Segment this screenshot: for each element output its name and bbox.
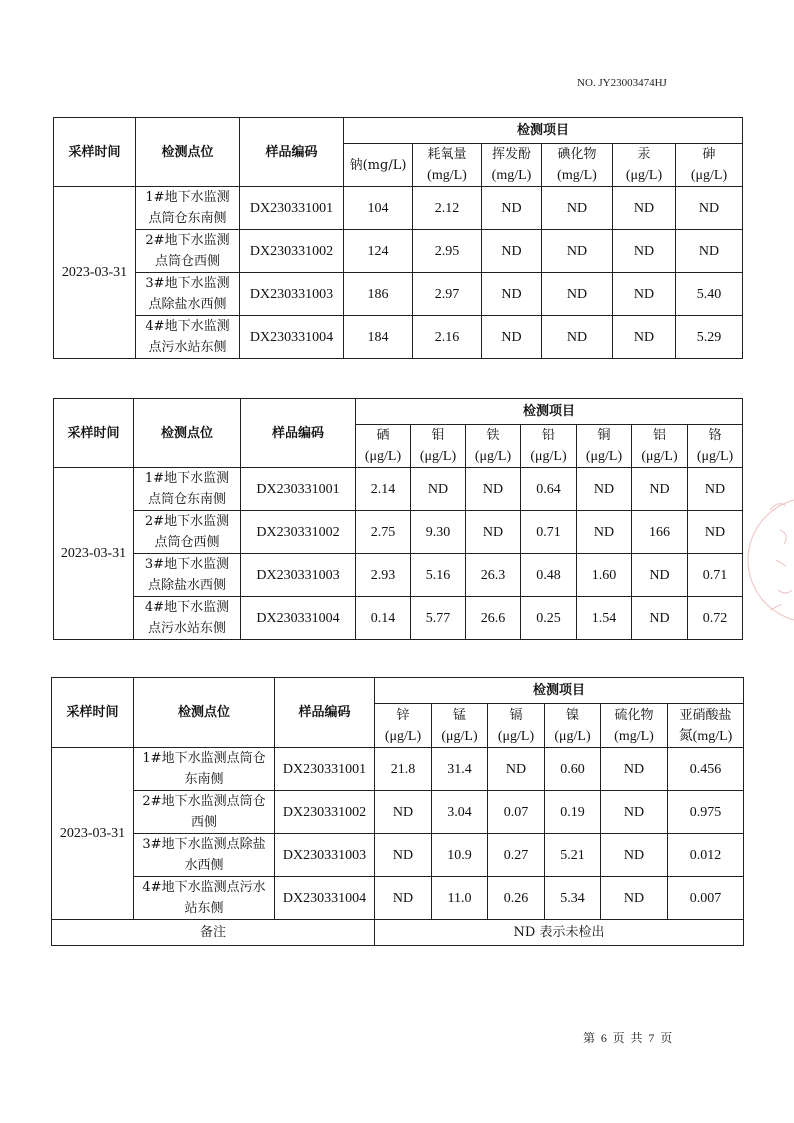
value-cell: 0.71: [688, 554, 743, 597]
param-unit: (μg/L): [384, 728, 422, 744]
param-header: [676, 144, 743, 187]
value-cell: 9.30: [411, 511, 466, 554]
value-cell: ND: [482, 273, 542, 316]
value-cell: ND: [482, 316, 542, 359]
value-cell: 0.25: [521, 597, 577, 640]
value-cell: ND: [601, 834, 668, 877]
param-name: 砷: [702, 147, 716, 162]
page-word-di: 第: [583, 1031, 597, 1045]
remark-row: [52, 920, 744, 946]
value-cell: ND: [542, 273, 613, 316]
param-name: 挥发酚: [491, 147, 531, 162]
point-text: 东南侧: [184, 772, 224, 787]
param-name: 锰: [452, 707, 466, 723]
param-name: 镉: [509, 707, 523, 723]
param-header: [432, 704, 488, 748]
param-unit: (μg/L): [419, 449, 457, 464]
header-sampling-time: 采样时间: [52, 678, 134, 748]
value-cell: 0.64: [521, 468, 577, 511]
sample-code: DX230331003: [275, 834, 375, 877]
monitoring-point: [134, 877, 275, 920]
value-cell: 0.27: [488, 834, 545, 877]
param-unit: 氮(mg/L): [678, 728, 733, 744]
monitoring-point: [134, 511, 241, 554]
param-unit: (μg/L): [530, 449, 567, 464]
table-row: [54, 597, 743, 640]
param-header: [375, 704, 432, 748]
value-cell: ND: [375, 834, 432, 877]
param-unit: (μg/L): [641, 449, 678, 464]
param-header: [466, 425, 521, 468]
value-cell: 0.72: [688, 597, 743, 640]
value-cell: ND: [613, 230, 676, 273]
results-table-1: [53, 117, 743, 359]
value-cell: ND: [632, 597, 688, 640]
param-unit: (mg/L): [557, 168, 597, 183]
remark-label: 备注: [52, 920, 375, 946]
param-unit: (μg/L): [690, 168, 728, 183]
value-cell: 124: [344, 230, 413, 273]
value-cell: 0.26: [488, 877, 545, 920]
param-name: 硒: [376, 428, 390, 443]
sample-code: DX230331004: [240, 316, 344, 359]
param-name: 铁: [486, 428, 500, 443]
value-cell: ND: [577, 468, 632, 511]
value-cell: ND: [688, 468, 743, 511]
sample-code: DX230331001: [241, 468, 356, 511]
value-cell: 0.007: [668, 877, 744, 920]
param-name: 铅: [541, 428, 555, 443]
param-unit: (μg/L): [585, 449, 623, 464]
value-cell: 2.12: [413, 187, 482, 230]
param-name: 铝: [652, 428, 666, 443]
param-name: 碘化物: [557, 147, 597, 162]
value-cell: 0.19: [545, 791, 601, 834]
value-cell: 2.16: [413, 316, 482, 359]
value-cell: ND: [542, 187, 613, 230]
header-monitoring-point: 检测点位: [136, 118, 240, 187]
page-total: 7: [648, 1031, 656, 1045]
monitoring-point: [134, 597, 241, 640]
value-cell: ND: [577, 511, 632, 554]
header-sampling-time: 采样时间: [54, 399, 134, 468]
monitoring-point: [136, 230, 240, 273]
value-cell: ND: [613, 316, 676, 359]
table-row: [54, 554, 743, 597]
param-unit: (μg/L): [441, 728, 478, 744]
value-cell: 0.14: [356, 597, 411, 640]
point-text: 3#地下水监测点除盐: [142, 837, 266, 852]
value-cell: ND: [601, 748, 668, 791]
value-cell: 31.4: [432, 748, 488, 791]
value-cell: ND: [542, 316, 613, 359]
param-name: 汞: [637, 147, 651, 162]
point-text: 点污水站东侧: [147, 621, 226, 636]
param-header: [688, 425, 743, 468]
param-name: 镍: [565, 707, 579, 723]
page-word-ye-2: 页: [660, 1031, 674, 1045]
monitoring-point: [136, 273, 240, 316]
value-cell: ND: [632, 554, 688, 597]
header-test-items: 检测项目: [375, 678, 744, 704]
sample-code: DX230331002: [240, 230, 344, 273]
param-name: 耗氧量: [427, 147, 467, 162]
header-monitoring-point: 检测点位: [134, 399, 241, 468]
point-text: 3#地下水监测: [145, 276, 230, 291]
value-cell: 1.60: [577, 554, 632, 597]
value-cell: 0.012: [668, 834, 744, 877]
param-header: [577, 425, 632, 468]
param-unit: (mg/L): [427, 168, 467, 183]
param-unit: (μg/L): [696, 449, 734, 464]
point-text: 点筒仓东南侧: [148, 211, 227, 226]
value-cell: 2.14: [356, 468, 411, 511]
sample-code: DX230331004: [241, 597, 356, 640]
header-monitoring-point: 检测点位: [134, 678, 275, 748]
param-name: 铜: [597, 428, 611, 443]
param-unit: (mg/L): [491, 168, 532, 183]
value-cell: 184: [344, 316, 413, 359]
sampling-date: 2023-03-31: [54, 187, 136, 359]
value-cell: ND: [482, 187, 542, 230]
param-name: 硫化物: [614, 707, 654, 723]
header-sample-code: 样品编码: [240, 118, 344, 187]
value-cell: ND: [466, 511, 521, 554]
param-header: [613, 144, 676, 187]
value-cell: 1.54: [577, 597, 632, 640]
page-word-gong: 共: [630, 1031, 644, 1045]
param-header: [632, 425, 688, 468]
table-row: [54, 273, 743, 316]
value-cell: 5.77: [411, 597, 466, 640]
param-name: 钠(mg/L): [349, 157, 407, 173]
table-row: [54, 187, 743, 230]
value-cell: ND: [466, 468, 521, 511]
value-cell: 2.75: [356, 511, 411, 554]
point-text: 点筒仓西侧: [154, 535, 220, 550]
document-number: NO. JY23003474HJ: [577, 77, 667, 89]
value-cell: 104: [344, 187, 413, 230]
sample-code: DX230331003: [241, 554, 356, 597]
value-cell: 186: [344, 273, 413, 316]
results-table-2: [53, 398, 743, 640]
point-text: 1#地下水监测点筒仓: [142, 751, 266, 766]
point-text: 2#地下水监测: [145, 233, 230, 248]
param-name: 亚硝酸盐: [679, 707, 732, 723]
value-cell: 0.07: [488, 791, 545, 834]
point-text: 站东侧: [184, 901, 224, 916]
param-header: [542, 144, 613, 187]
results-table-3: [51, 677, 744, 946]
value-cell: 5.29: [676, 316, 743, 359]
sample-code: DX230331002: [275, 791, 375, 834]
header-sample-code: 样品编码: [241, 399, 356, 468]
monitoring-point: [134, 554, 241, 597]
point-text: 点除盐水西侧: [148, 297, 227, 312]
value-cell: ND: [601, 877, 668, 920]
header-sampling-time: 采样时间: [54, 118, 136, 187]
value-cell: ND: [676, 230, 743, 273]
param-header: [413, 144, 482, 187]
value-cell: ND: [676, 187, 743, 230]
header-sample-code: 样品编码: [275, 678, 375, 748]
table-row: [52, 791, 744, 834]
value-cell: 166: [632, 511, 688, 554]
sampling-date: 2023-03-31: [54, 468, 134, 640]
sampling-date: 2023-03-31: [52, 748, 134, 920]
value-cell: 5.21: [545, 834, 601, 877]
value-cell: 5.34: [545, 877, 601, 920]
param-unit: (μg/L): [497, 728, 535, 744]
point-text: 点除盐水西侧: [147, 578, 226, 593]
table-row: [52, 877, 744, 920]
param-name: 铬: [708, 428, 722, 443]
value-cell: 2.93: [356, 554, 411, 597]
table-row: [52, 834, 744, 877]
table-row: [54, 316, 743, 359]
point-text: 西侧: [190, 815, 217, 830]
table-row: [54, 230, 743, 273]
sample-code: DX230331001: [275, 748, 375, 791]
table-row: [52, 748, 744, 791]
param-header: [488, 704, 545, 748]
value-cell: ND: [613, 187, 676, 230]
sample-code: DX230331004: [275, 877, 375, 920]
param-name: 钼: [431, 428, 445, 443]
param-name: 锌: [396, 707, 410, 723]
monitoring-point: [136, 187, 240, 230]
param-unit: (μg/L): [474, 449, 512, 464]
value-cell: 21.8: [375, 748, 432, 791]
point-text: 1#地下水监测: [145, 190, 230, 205]
monitoring-point: [134, 748, 275, 791]
point-text: 4#地下水监测: [144, 600, 230, 615]
value-cell: 2.95: [413, 230, 482, 273]
value-cell: 0.60: [545, 748, 601, 791]
value-cell: 5.40: [676, 273, 743, 316]
param-header: [521, 425, 577, 468]
value-cell: ND: [601, 791, 668, 834]
param-unit: (μg/L): [625, 168, 663, 183]
monitoring-point: [134, 791, 275, 834]
table-row: [54, 468, 743, 511]
value-cell: 26.6: [466, 597, 521, 640]
value-cell: ND: [411, 468, 466, 511]
point-text: 4#地下水监测点污水: [142, 880, 266, 895]
value-cell: 0.456: [668, 748, 744, 791]
value-cell: ND: [542, 230, 613, 273]
param-unit: (mg/L): [614, 728, 654, 744]
point-text: 4#地下水监测: [145, 319, 230, 334]
param-header: [411, 425, 466, 468]
value-cell: 0.48: [521, 554, 577, 597]
param-header: [356, 425, 411, 468]
seal-stamp-icon: [740, 470, 794, 650]
value-cell: ND: [688, 511, 743, 554]
page-footer: [583, 1029, 673, 1046]
monitoring-point: [136, 316, 240, 359]
point-text: 2#地下水监测点筒仓: [142, 794, 266, 809]
sample-code: DX230331001: [240, 187, 344, 230]
value-cell: 5.16: [411, 554, 466, 597]
param-unit: (μg/L): [554, 728, 591, 744]
value-cell: ND: [488, 748, 545, 791]
value-cell: 3.04: [432, 791, 488, 834]
page-number: 6: [600, 1031, 608, 1045]
value-cell: 0.975: [668, 791, 744, 834]
value-cell: ND: [375, 877, 432, 920]
page-word-ye: 页: [612, 1031, 626, 1045]
point-text: 点污水站东侧: [148, 340, 227, 355]
value-cell: 2.97: [413, 273, 482, 316]
remark-text: ND 表示未检出: [375, 920, 744, 946]
table-row: [54, 511, 743, 554]
param-header: [482, 144, 542, 187]
sample-code: DX230331002: [241, 511, 356, 554]
monitoring-point: [134, 834, 275, 877]
value-cell: ND: [613, 273, 676, 316]
param-header: [344, 144, 413, 187]
point-text: 点筒仓东南侧: [147, 492, 226, 507]
header-test-items: 检测项目: [344, 118, 743, 144]
point-text: 点筒仓西侧: [154, 254, 220, 269]
monitoring-point: [134, 468, 241, 511]
point-text: 3#地下水监测: [144, 557, 230, 572]
value-cell: ND: [632, 468, 688, 511]
value-cell: ND: [375, 791, 432, 834]
value-cell: 11.0: [432, 877, 488, 920]
value-cell: 26.3: [466, 554, 521, 597]
point-text: 1#地下水监测: [144, 471, 230, 486]
param-header: [668, 704, 744, 748]
param-header: [545, 704, 601, 748]
value-cell: ND: [482, 230, 542, 273]
param-unit: (μg/L): [364, 449, 402, 464]
param-header: [601, 704, 668, 748]
value-cell: 0.71: [521, 511, 577, 554]
point-text: 2#地下水监测: [144, 514, 230, 529]
sample-code: DX230331003: [240, 273, 344, 316]
header-test-items: 检测项目: [356, 399, 743, 425]
value-cell: 10.9: [432, 834, 488, 877]
point-text: 水西侧: [184, 858, 224, 873]
